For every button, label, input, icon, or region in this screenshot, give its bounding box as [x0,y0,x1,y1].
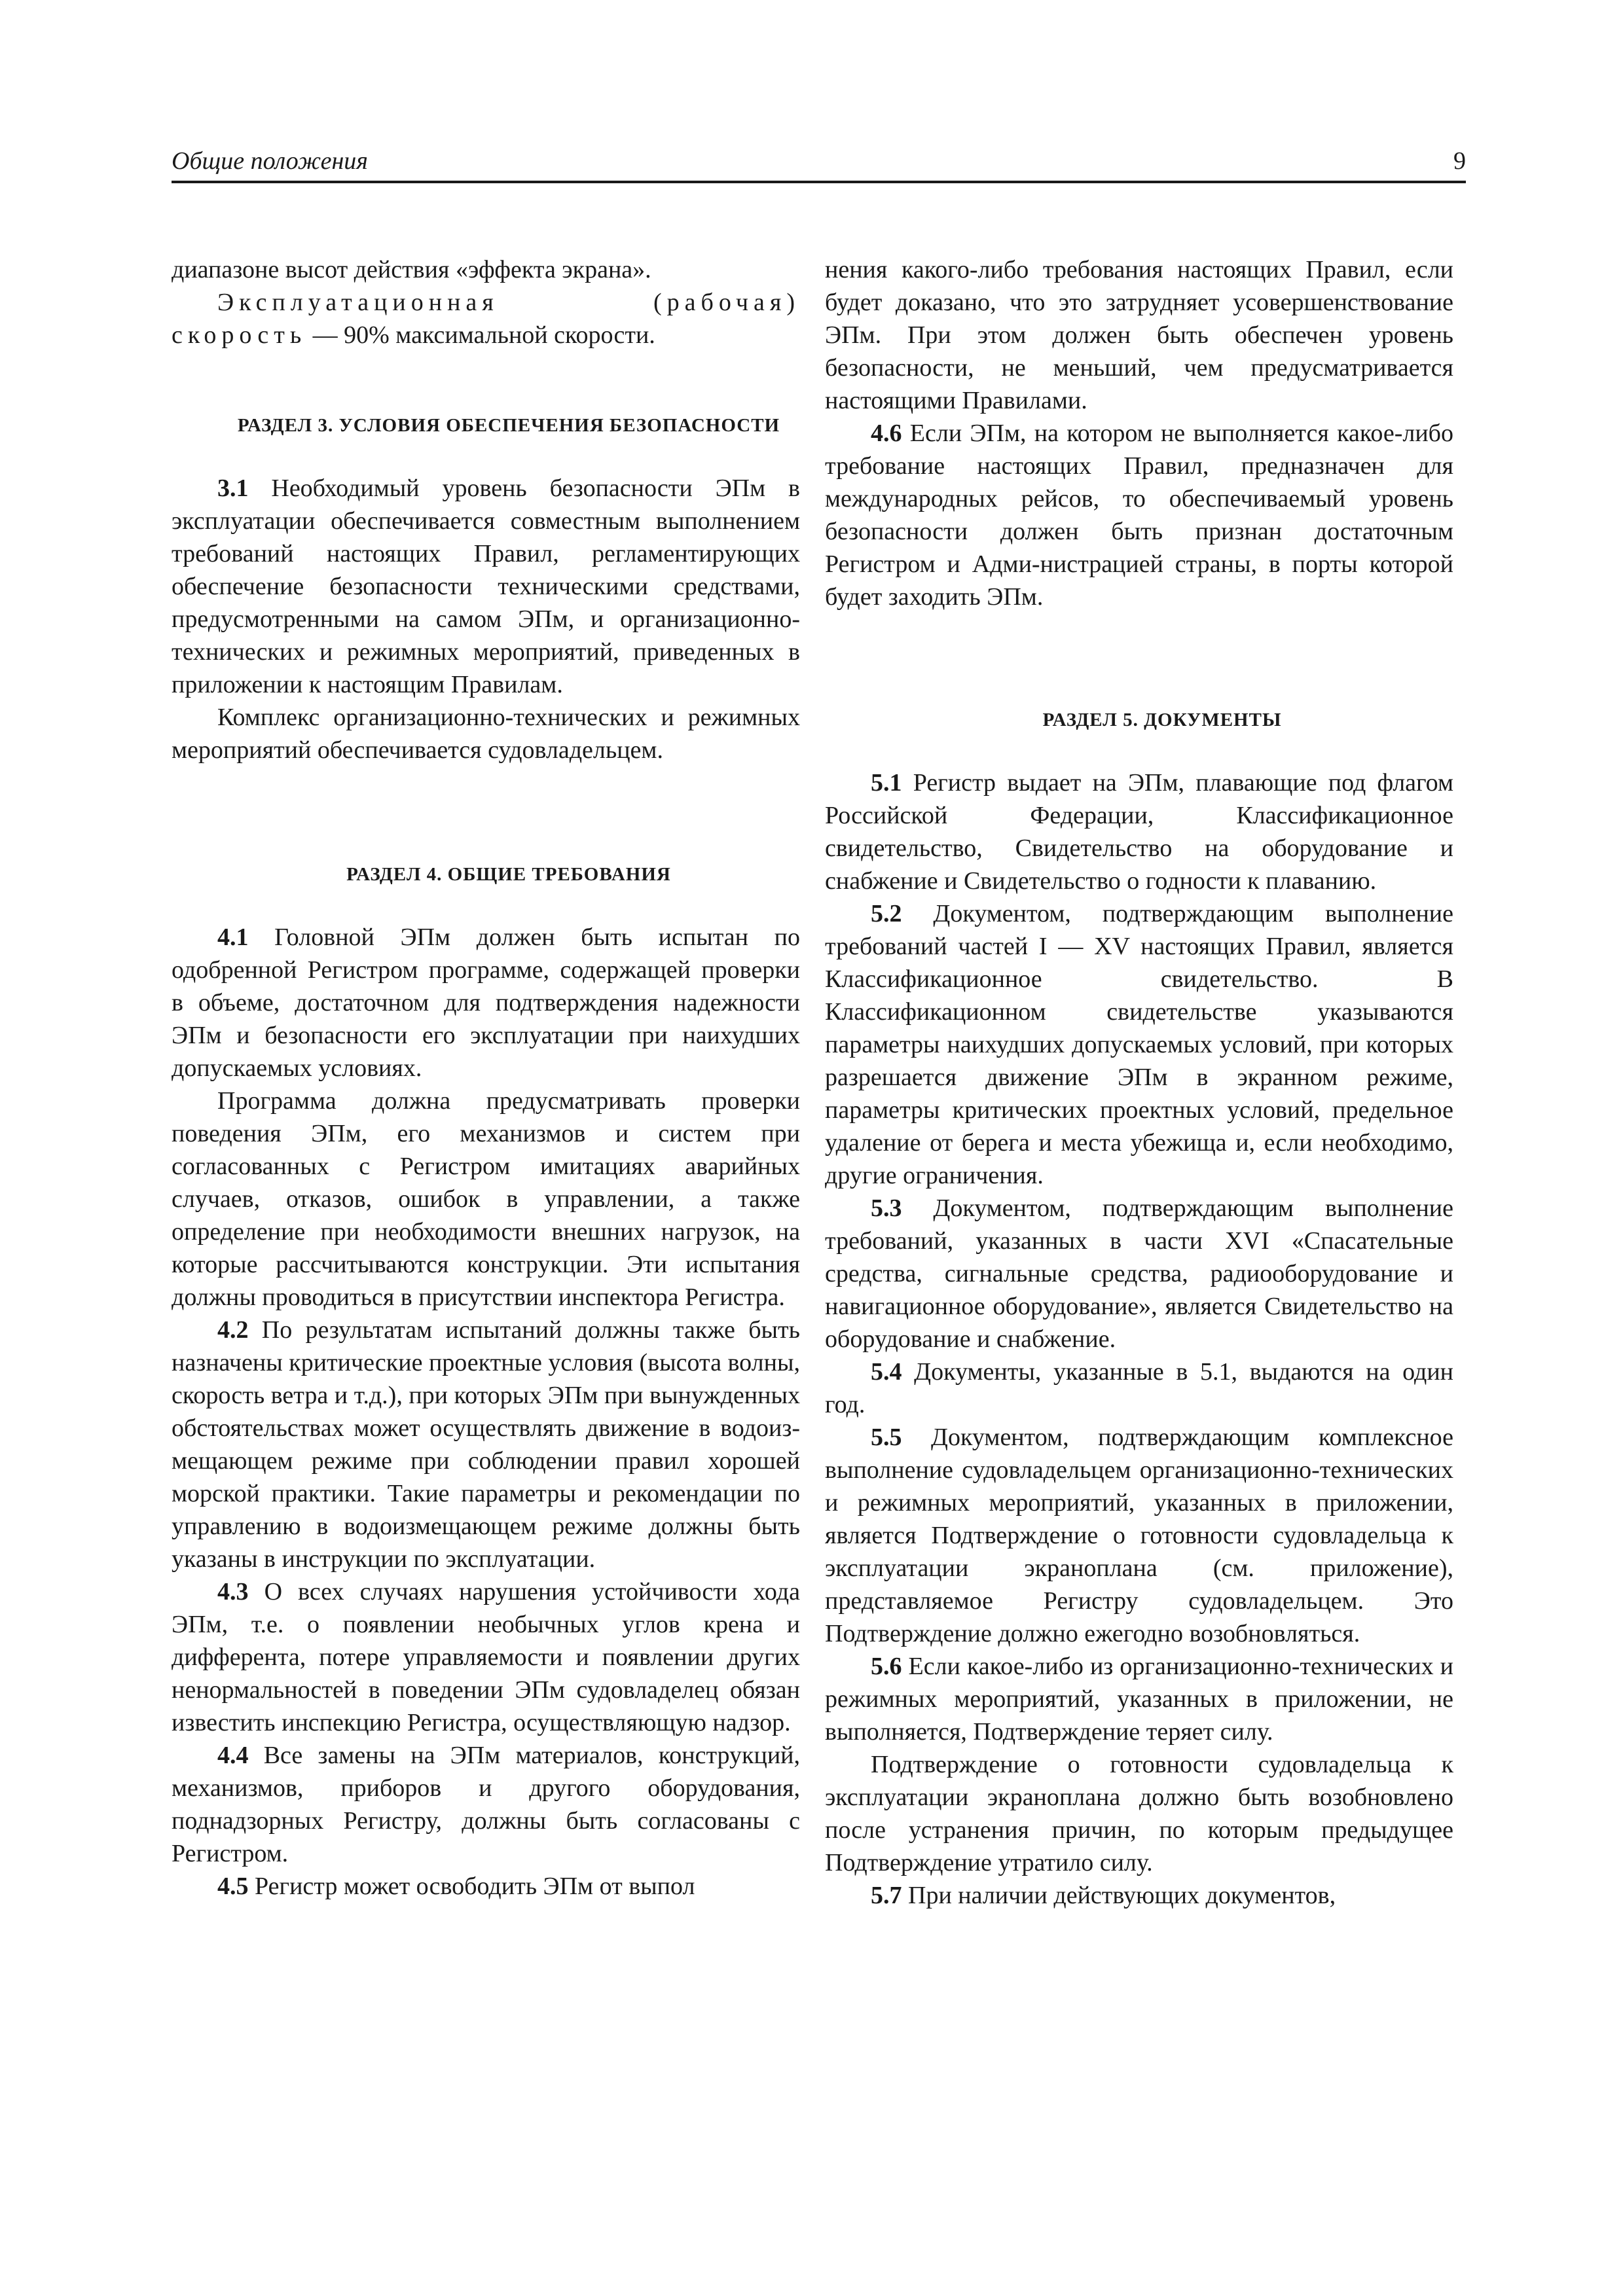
paragraph-text: Необходимый уровень безопасности ЭПм в эксплуатации обеспечивается совместным выполнением требований настоящих Правил, регламентирующих обеспечение безопасности техническими средствами, предусмотренными на самом ЭПм, и организационно-технических и режимных мероприятий, приведенных в приложении к настоящим Правилам. [172,475,800,698]
paragraph: Подтверждение о готовности судовладельца к эксплуатации экраноплана должно быть возобновлено после устранения причин, по которым предыдущее Подтверждение утратило силу. [825,1751,1453,1876]
paragraph-5-3 [825,1192,1453,1355]
paragraph-4-6 [825,417,1453,613]
clause-number: 5.5 [871,1424,902,1451]
paragraph-text: По результатам испытаний должны также быть назначены критические проектные условия (высота волны, скорость ветра и т.д.), при которых ЭПм при вынужденных обстоятельствах может осуществлять движение в водоизмещающем режиме при соблюдении правил хорошей морской практики. Такие параметры и рекомендации по управлению в водоизмещающем режиме должны быть указаны в инструкции по эксплуатации. [172,1316,800,1573]
paragraph-text: При наличии действующих документов, [902,1882,1336,1909]
paragraph-4-3 [172,1575,800,1739]
paragraph-5-6 [825,1650,1453,1748]
paragraph-text: — 90% максимальной скорости. [306,321,655,349]
paragraph-4-5 [172,1870,800,1903]
clause-number: 5.2 [871,900,902,927]
page-number: 9 [1453,147,1466,175]
clause-number: 3.1 [217,475,249,502]
running-title: Общие положения [172,147,368,175]
paragraph-text: Документом, подтверждающим комплексное выполнение судовладельцем организационно-технических и режимных мероприятий, указанных в приложении, является Подтверждение о готовности судовладельца к эксплуатации экраноплана (см. приложение), представляемое Регистру судовладельцем. Это Подтверждение должно ежегодно возобновляться. [825,1424,1453,1647]
clause-number: 5.6 [871,1653,902,1680]
paragraph-5-1 [825,766,1453,897]
clause-number: 4.5 [217,1873,249,1900]
clause-number: 5.1 [871,769,902,797]
paragraph-text: Регистр выдает на ЭПм, плавающие под флагом Российской Федерации, Классификационное свидетельство, Свидетельство на оборудование и снабжение и Свидетельство о годности к плаванию. [825,769,1453,895]
section-heading-5: РАЗДЕЛ 5. ДОКУМЕНТЫ [1042,709,1282,730]
paragraph [172,286,800,351]
paragraph: Программа должна предусматривать проверки поведения ЭПм, его механизмов и систем при согласованных с Регистром имитациях аварийных случаев, отказов, ошибок в управлении, а также определение при необходимости внешних нагрузок, на которые рассчитываются конструкции. Эти испытания должны проводиться в присутствии инспектора Регистра. [172,1087,800,1311]
paragraph-3-1 [172,472,800,701]
page-header [172,144,1466,183]
spaced-term: Эксплуатационная (рабочая) скорость [172,289,800,349]
section-heading-4: РАЗДЕЛ 4. ОБЩИЕ ТРЕБОВАНИЯ [346,864,671,885]
paragraph-text: Регистр может освободить ЭПм от выпол [248,1873,695,1900]
paragraph-text: О всех случаях нарушения устойчивости хода ЭПм, т.е. о появлении необычных углов крена и дифферента, потере управляемости и появлении других ненормальностей в поведении ЭПм судовладелец обязан известить инспекцию Регистра, осуществляющую надзор. [172,1578,800,1736]
paragraph-4-1 [172,921,800,1085]
paragraph-5-2 [825,897,1453,1192]
paragraph: Комплекс организационно-технических и режимных мероприятий обеспечивается судовладельцем. [172,704,800,764]
paragraph: диапазоне высот действия «эффекта экрана». [172,256,651,283]
paragraph-text: Все замены на ЭПм материалов, конструкций, механизмов, приборов и другого оборудования, поднадзорных Регистру, должны быть согласованы с Регистром. [172,1742,800,1867]
clause-number: 5.7 [871,1882,902,1909]
clause-number: 4.6 [871,420,902,447]
clause-number: 4.1 [217,924,249,951]
section-heading-3: РАЗДЕЛ 3. УСЛОВИЯ ОБЕСПЕЧЕНИЯ БЕЗОПАСНОСТИ [237,415,780,436]
paragraph-text: Документы, указанные в 5.1, выдаются на один год. [825,1358,1453,1418]
clause-number: 4.4 [217,1742,249,1769]
right-column [825,253,1453,1912]
paragraph-5-7 [825,1879,1453,1912]
left-column [172,253,800,1903]
paragraph-4-4 [172,1739,800,1870]
paragraph-5-4 [825,1355,1453,1421]
paragraph-text: Если какое-либо из организационно-технических и режимных мероприятий, указанных в приложении, не выполняется, Подтверждение теряет силу. [825,1653,1453,1746]
paragraph-4-2 [172,1314,800,1575]
paragraph-text: Если ЭПм, на котором не выполняется какое-либо требование настоящих Правил, предназначен для международных рейсов, то обеспечиваемый уровень безопасности должен быть признан достаточным Регистром и Адми-нистрацией страны, в порты которой будет заходить ЭПм. [825,420,1453,611]
clause-number: 5.3 [871,1194,902,1222]
paragraph: нения какого-либо требования настоящих Правил, если будет доказано, что это затрудняет усовершенствование ЭПм. При этом должен быть обеспечен уровень безопасности, не меньший, чем предусматривается настоящими Правилами. [825,256,1453,414]
clause-number: 5.4 [871,1358,902,1386]
clause-number: 4.3 [217,1578,249,1605]
clause-number: 4.2 [217,1316,249,1344]
paragraph-text: Головной ЭПм должен быть испытан по одобренной Регистром программе, содержащей проверки в объеме, достаточном для подтверждения надежности ЭПм и безопасности его эксплуатации при наихудших допускаемых условиях. [172,924,800,1082]
paragraph-text: Документом, подтверждающим выполнение требований, указанных в части XVI «Спасательные средства, сигнальные средства, радиооборудование и навигационное оборудование», является Свидетельство на оборудование и снабжение. [825,1194,1453,1353]
paragraph-5-5 [825,1421,1453,1650]
paragraph-text: Документом, подтверждающим выполнение требований частей I — XV настоящих Правил, является Классификационное свидетельство. В Классификационном свидетельстве указываются параметры наихудших допускаемых условий, при которых разрешается движение ЭПм в экранном режиме, параметры критических проектных условий, предельное удаление от берега и места убежища и, если необходимо, другие ограничения. [825,900,1453,1189]
